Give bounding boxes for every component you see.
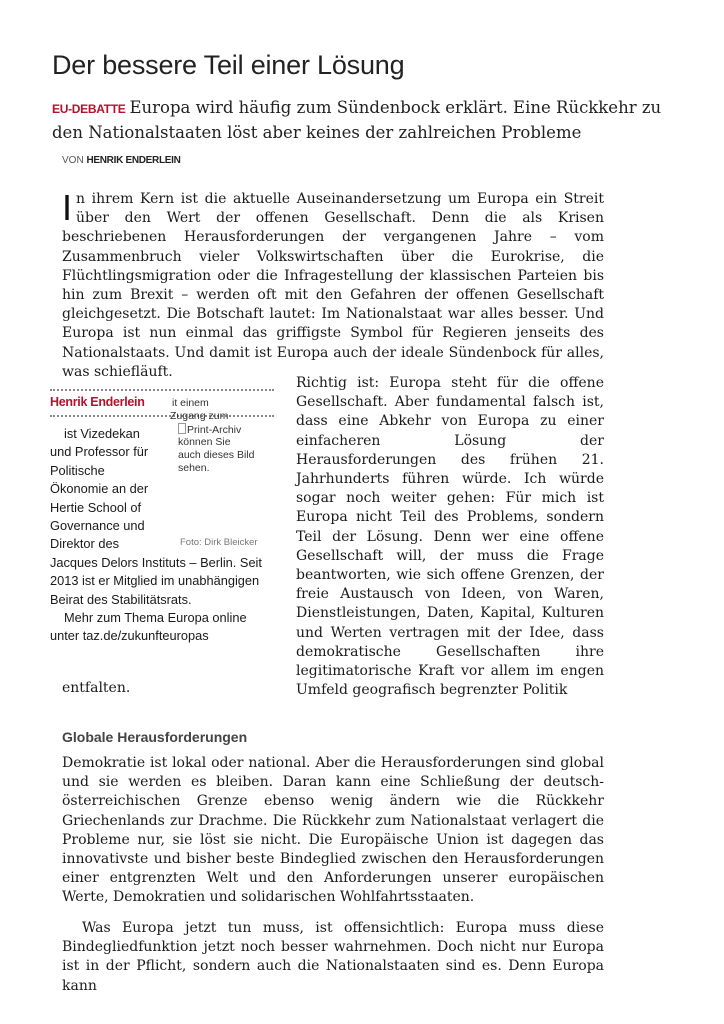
column-paragraph: Richtig ist: Europa steht für die offene Gesellschaft. Aber fundamental falsch ist, dass eine Abkehr von Europa zu einer einfacheren Lösung der Herausforderungen des frühen 21. Jahrhunderts führen würde. Ich würde sogar noch weiter gehen: Für mich ist Europa nicht Teil des Problems, sondern Teil der Lösung. Denn wer eine offene Gesellschaft will, der muss die Frage beantworten, wie sich offene Grenzen, der freie Austausch von Ideen, von Waren, Dienstleistungen, Daten, Kapital, Kulturen und Werten vertragen mit der Idee, dass demokratische Gesellschaften ihre legitimatorische Kraft vor allem im engen Umfeld geografisch begrenzter Politik [296,375,604,699]
column-paragraph-tail: entfalten. [62,680,131,696]
infobox-top-rule [50,389,274,391]
photo-alt-line: sehen. [178,461,210,473]
bio-line: Beirat des Stabilitätsrats. [50,591,192,607]
body-paragraph: Was Europa jetzt tun muss, ist offensichtlich: Europa muss diese Bindegliedfunktion jetzt noch besser wahrnehmen. Doch nicht nur Europa ist in der Pflicht, sondern auch die Nationalstaaten sind es. Denn Europa kann [62,920,604,994]
photo-alt-line: Print-Archiv [187,423,242,436]
teaser [52,96,672,144]
bio-line: Ökonomie an der [50,481,149,497]
bio-line: ist Vizedekan [64,426,140,441]
byline-author: HENRIK ENDERLEIN [86,155,181,166]
photo-alt-line: auch dieses Bild [178,449,255,462]
byline [62,155,181,166]
body-paragraph: Demokratie ist lokal oder national. Aber die Herausforderungen sind global und sie werden es bleiben. Daran kann eine Schließung der deutsch-österreichischen Grenze ebenso wenig ändern wie die Rückkehr Griechenlands zur Drachme. Die Rückkehr zum Nationalstaat verlagert die Probleme nur, sie löst sie nicht. Die Europäische Union ist dagegen das innovativste und bisher beste Bindeglied zwischen den Herausforderungen einer entgrenzten Welt und den Anforderungen unserer europäischen Werte, Demokratien und solidarischen Wohlfahrtsstaaten. [62,755,604,906]
subheading: Globale Herausforderungen [62,729,248,745]
photo-alt-line: it einem [172,397,209,409]
infobox-author-name: Henrik Enderlein [50,395,145,409]
photo-alt-line: Zugang zum [170,409,229,422]
bio-link-line: unter taz.de/zukunfteuropas [50,628,209,644]
bio-line: Governance und [50,518,145,534]
intro-paragraph [62,187,604,382]
bio-line: Direktor des [50,536,119,552]
bio-line: Hertie School of [50,499,142,515]
intro-text: n ihrem Kern ist die aktuelle Auseinandersetzung um Europa ein Streit über den Wert der offenen Gesellschaft. Denn die als Krisen beschriebenen Herausforderungen der vergangenen Jahre – vom Zusammenbruch vieler Volkswirtschaften über die Eurokrise, die Flüchtlingsmigration oder die Infragestellung der klassischen Parteien bis hin zum Brexit – werden oft mit den Gefahren der offenen Gesellschaft gleichgesetzt. Die Botschaft lautet: Im Nationalstaat war alles besser. Und Europa ist nun einmal das griffigste Symbol für Regieren jenseits des Nationalstaats. Und damit ist Europa auch der ideale Sündenbock für alles, was schiefläuft. [62,191,604,380]
photo-credit: Foto: Dirk Bleicker [180,537,258,548]
bio-line: und Professor für [50,444,149,460]
bio-line: Politische [50,462,105,478]
bio-line: Jacques Delors Instituts – Berlin. Seit [50,554,262,570]
author-infobox [50,389,276,649]
headline: Der bessere Teil einer Lösung [52,50,405,80]
drop-cap: I [62,187,73,228]
kicker: EU-DEBATTE [52,102,126,116]
bio-more-line: Mehr zum Thema Europa online [64,610,247,626]
bio-line: 2013 ist er Mitglied im unabhängigen [50,573,260,589]
author-bio [50,425,278,646]
byline-prefix: VON [62,155,84,166]
teaser-text: Europa wird häufig zum Sündenbock erklärt. Eine Rückkehr zu den Nationalstaaten löst aber keines der zahlreichen Probleme [52,98,662,142]
photo-alt-line: können Sie [178,436,231,449]
